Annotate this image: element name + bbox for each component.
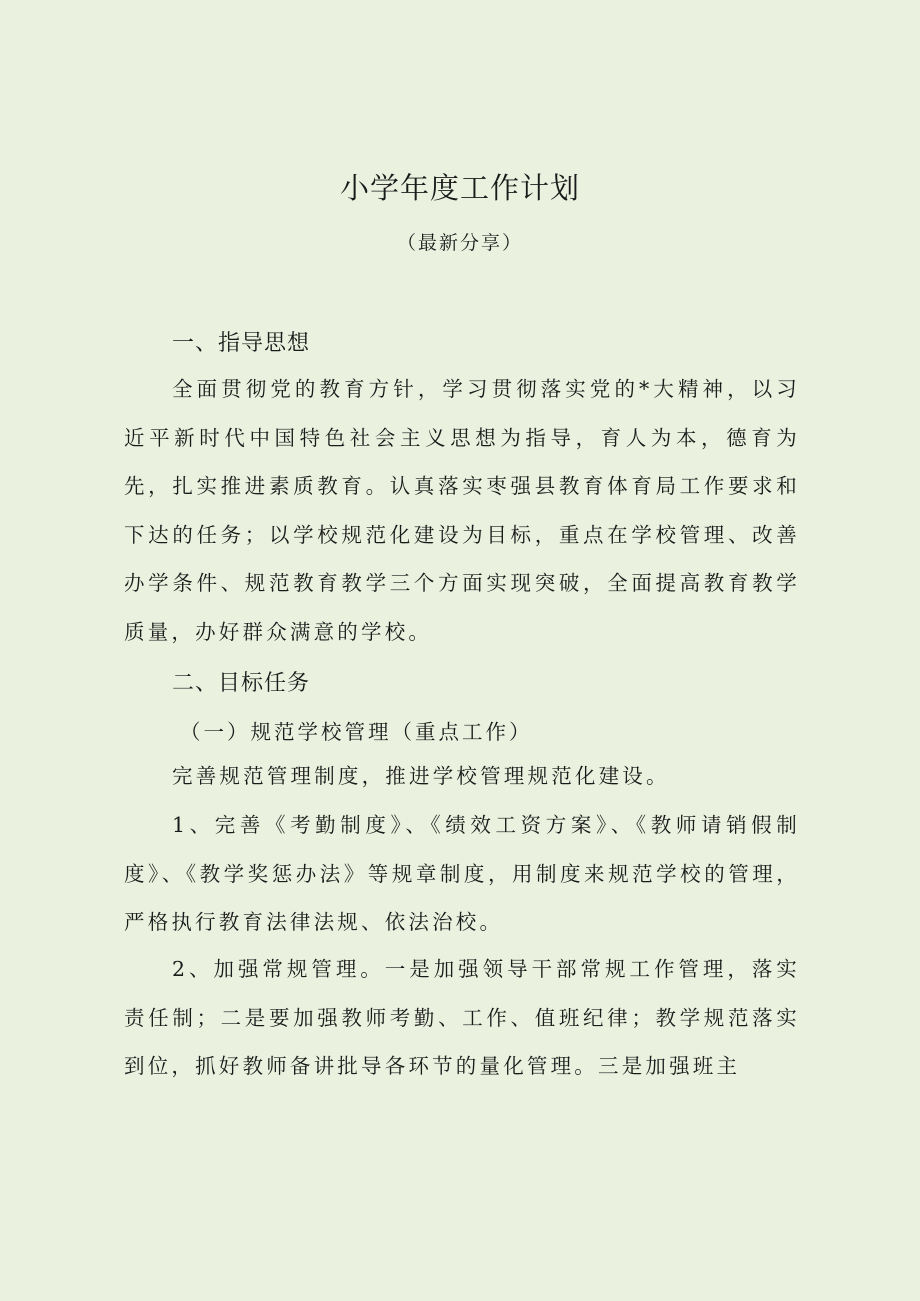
document-subtitle: （最新分享） xyxy=(396,232,523,254)
paragraph-management-intro: 完善规范管理制度，推进学校管理规范化建设。 xyxy=(172,764,670,788)
section-heading-goals: 二、目标任务 xyxy=(172,671,311,696)
document-title: 小学年度工作计划 xyxy=(339,171,580,205)
paragraph-guiding-thought: 全面贯彻党的教育方针，学习贯彻落实党的*大精神，以习近平新时代中国特色社会主义思想为指导，育人为本，德育为先，扎实推进素质教育。认真落实枣强县教育体育局工作要求和下达的任务；以学校规范化建设为目标，重点在学校管理、改善办学条件、规范教育教学三个方面实现突破，全面提高教育教学质量，办好群众满意的学校。 xyxy=(124,377,800,644)
subheading-school-management: （一）规范学校管理（重点工作） xyxy=(180,720,533,744)
paragraph-item-2: 2、加强常规管理。一是加强领导干部常规工作管理，落实责任制；二是要加强教师考勤、工作、值班纪律；教学规范落实到位，抓好教师备讲批导各环节的量化管理。三是加强班主 xyxy=(124,957,800,1078)
section-heading-guiding-thought: 一、指导思想 xyxy=(172,331,311,356)
paragraph-item-1: 1、完善《考勤制度》、《绩效工资方案》、《教师请销假制度》、《教学奖惩办法》等规章制度，用制度来规范学校的管理，严格执行教育法律法规、依法治校。 xyxy=(124,813,800,934)
